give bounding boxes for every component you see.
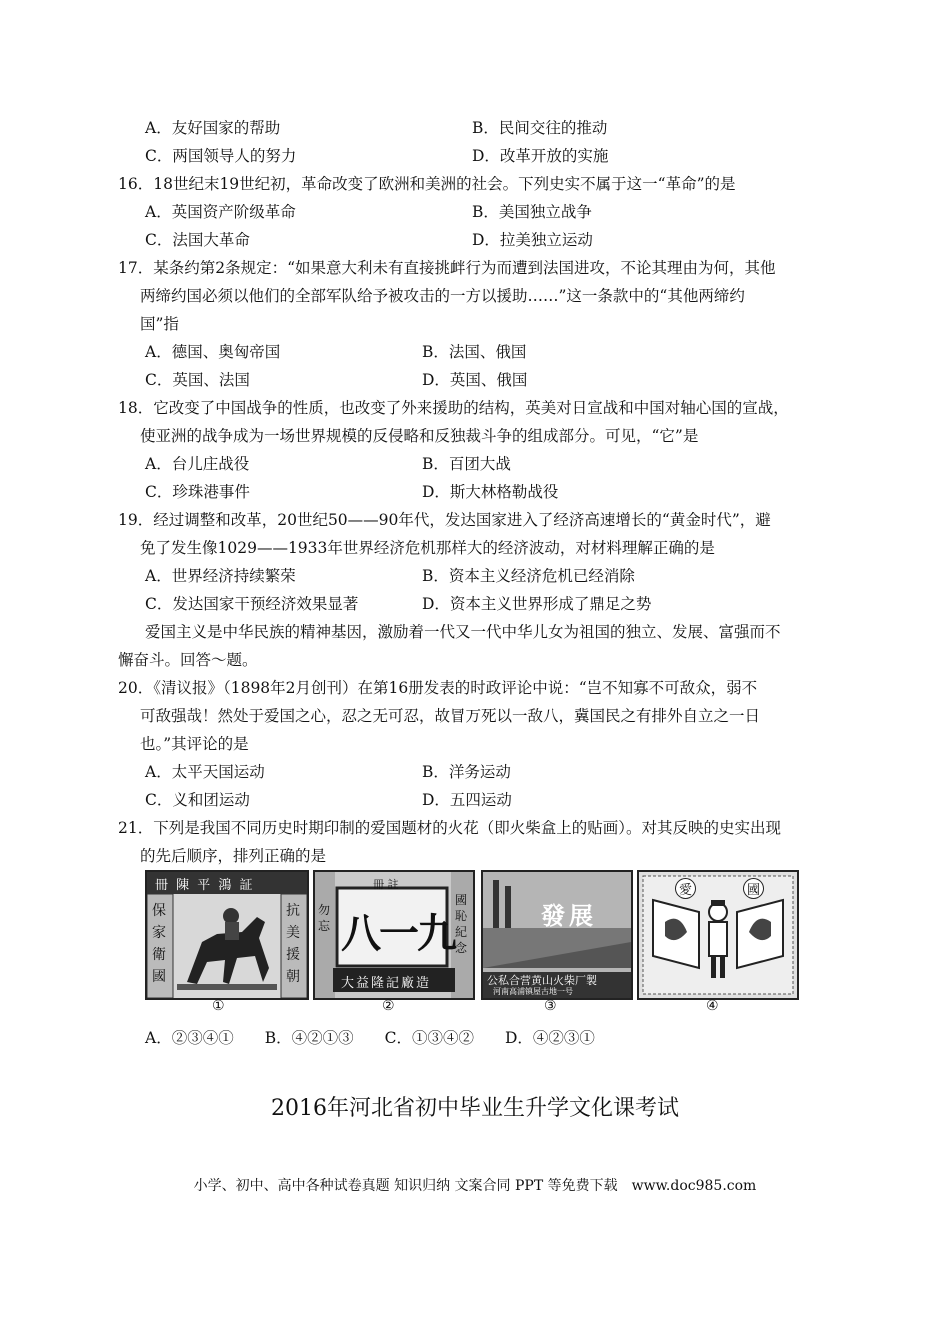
q17-option-c: C．英国、法国 (145, 371, 250, 389)
q19-option-b: B．资本主义经济危机已经消除 (422, 567, 635, 585)
figure-label-3: ③ (544, 998, 557, 1014)
intro-line2: 懈奋斗。回答～题。 (118, 651, 258, 669)
matchbox-label-3 (481, 870, 633, 1000)
q21-options: A．②③④① B．④②①③ C．①③④② D．④②③① (145, 1029, 595, 1047)
q19-stem-line2: 免了发生像1029——1933年世界经济危机那样大的经济波动，对材料理解正确的是 (140, 539, 715, 557)
matchbox-1-left-text: 保家衛國 (152, 903, 166, 985)
q18-option-b: B．百团大战 (422, 455, 511, 473)
q16-option-a: A．英国资产阶级革命 (145, 203, 296, 221)
q20-stem-line3: 也。”其评论的是 (140, 735, 249, 753)
exam-title: 2016年河北省初中毕业生升学文化课考试 (271, 1096, 679, 1121)
matchbox-2-right-text: 國恥紀念 (455, 893, 468, 955)
q20-stem-line1: 20．《清议报》（1898年2月创刊）在第16册发表的时政评论中说：“岂不知寡不可敌众，弱不 (118, 679, 758, 697)
page-footer: 小学、初中、高中各种试卷真题 知识归纳 文案合同 PPT 等免费下载 www.doc985.com (193, 1178, 757, 1194)
q20-option-c: C．义和团运动 (145, 791, 250, 809)
matchbox-4-picture (639, 872, 797, 998)
matchbox-label-1 (145, 870, 309, 1000)
q17-stem-line3: 国”指 (140, 315, 179, 333)
matchbox-1-right-text: 抗美援朝 (286, 903, 300, 985)
q18-option-d: D．斯大林格勒战役 (422, 483, 559, 501)
matchbox-2-left-text: 勿忘 (318, 903, 331, 933)
matchbox-2-bottom-text: 大益隆記廠造 (341, 976, 432, 991)
q17-stem-line2: 两缔约国必须以他们的全部军队给予被攻击的一方以援助……”这一条款中的“其他两缔约 (140, 287, 745, 305)
q15-option-c: C．两国领导人的努力 (145, 147, 297, 165)
q21-stem-line2: 的先后顺序，排列正确的是 (140, 847, 327, 865)
matchbox-2-big-text: 八一九 (341, 910, 455, 957)
q15-option-a: A．友好国家的帮助 (145, 119, 281, 137)
q18-option-a: A．台儿庄战役 (145, 455, 250, 473)
q18-stem-line2: 使亚洲的战争成为一场世界规模的反侵略和反独裁斗争的组成部分。可见，“它”是 (140, 427, 699, 445)
matchbox-4-left-text: 愛 (675, 878, 696, 899)
matchbox-4-right-text: 國 (743, 878, 764, 899)
figure-label-1: ① (212, 998, 225, 1014)
q20-option-a: A．太平天国运动 (145, 763, 265, 781)
q21-stem-line1: 21．下列是我国不同历史时期印制的爱国题材的火花（即火柴盒上的贴画）。对其反映的史实出现 (118, 819, 781, 837)
q17-option-b: B．法国、俄国 (422, 343, 527, 361)
figure-label-2: ② (382, 998, 395, 1014)
q19-option-a: A．世界经济持续繁荣 (145, 567, 296, 585)
q16-option-b: B．美国独立战争 (472, 203, 592, 221)
q20-option-d: D．五四运动 (422, 791, 512, 809)
q19-option-c: C．发达国家干预经济效果显著 (145, 595, 359, 613)
q18-stem-line1: 18．它改变了中国战争的性质，也改变了外来援助的结构，英美对日宣战和中国对轴心国的宣战， (118, 399, 789, 417)
q15-option-d: D．改革开放的实施 (472, 147, 609, 165)
q20-stem-line2: 可敌强哉！然处于爱国之心，忍之无可忍，故冒万死以一敌八，冀国民之有排外自立之一日 (140, 707, 761, 725)
q16-stem: 16．18世纪末19世纪初，革命改变了欧洲和美洲的社会。下列史实不属于这一“革命”的是 (118, 175, 736, 193)
q16-option-c: C．法国大革命 (145, 231, 250, 249)
matchbox-3-big-text: 發展 (541, 901, 597, 930)
q17-option-d: D．英国、俄国 (422, 371, 528, 389)
matchbox-label-4 (637, 870, 799, 1000)
matchbox-label-2 (313, 870, 475, 1000)
q19-option-d: D．资本主义世界形成了鼎足之势 (422, 595, 652, 613)
q16-option-d: D．拉美独立运动 (472, 231, 593, 249)
q18-option-c: C．珍珠港事件 (145, 483, 250, 501)
matchbox-3-bottom-text: 公私合营黄山火柴厂製 (487, 974, 597, 987)
q19-stem-line1: 19．经过调整和改革，20世纪50——90年代，发达国家进入了经济高速增长的“黄金时代”，避 (118, 511, 771, 529)
matchbox-2-top-text: 冊 註 (373, 878, 399, 891)
matchbox-labels-figure (145, 870, 797, 1000)
intro-line1: 爱国主义是中华民族的精神基因，激励着一代又一代中华儿女为祖国的独立、发展、富强而不 (145, 623, 781, 641)
q17-option-a: A．德国、奥匈帝国 (145, 343, 281, 361)
figure-label-4: ④ (706, 998, 719, 1014)
matchbox-3-sub-text: 河南高浦镇屋古地一号 (493, 987, 573, 996)
q15-option-b: B．民间交往的推动 (472, 119, 608, 137)
matchbox-1-top-text: 冊 陳 平 鴻 証 (155, 878, 255, 893)
q17-stem-line1: 17．某条约第2条规定：“如果意大利未有直接挑衅行为而遭到法国进攻，不论其理由为何，其他 (118, 259, 776, 277)
q20-option-b: B．洋务运动 (422, 763, 511, 781)
